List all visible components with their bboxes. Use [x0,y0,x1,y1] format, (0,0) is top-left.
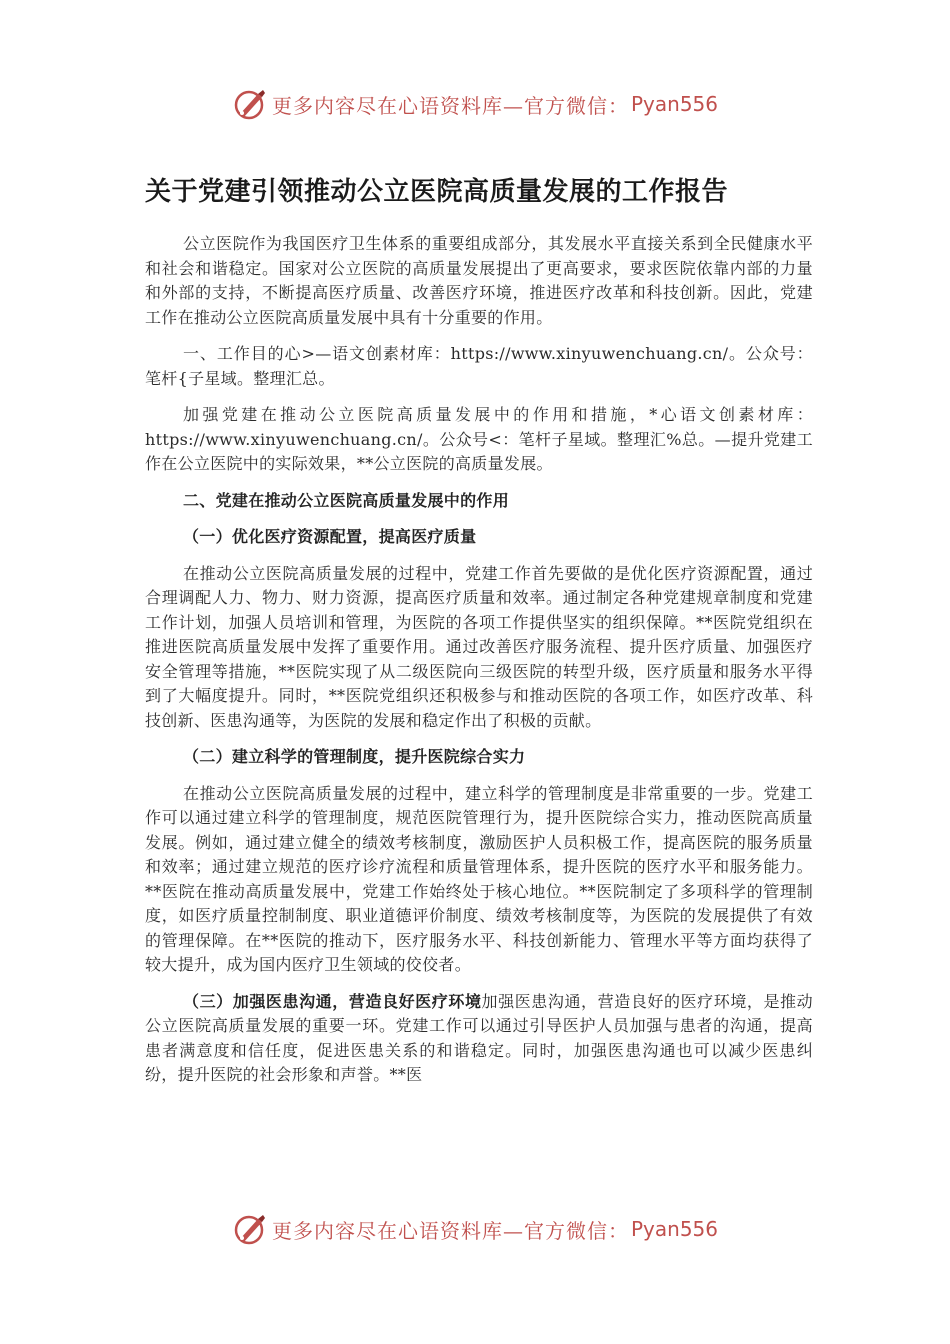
subsection-heading-2: （二）建立科学的管理制度，提升医院综合实力 [183,747,526,766]
paragraph-measures: 加强党建在推动公立医院高质量发展中的作用和措施，*心语文创素材库：https://www.xinyuwenchuang.cn/。公众号<：笔杆子星域。整理汇%总。—提升党建工作在公立医院中的实际效果，**公立医院的高质量发展。 [145,405,813,473]
banner-text: 更多内容尽在心语资料库—官方微信： [271,93,629,118]
section-heading-2: 二、党建在推动公立医院高质量发展中的作用 [183,490,510,510]
header-watermark-banner [0,84,950,124]
paragraph-management: 在推动公立医院高质量发展的过程中，建立科学的管理制度是非常重要的一步。党建工作可以通过建立科学的管理制度，规范医院管理行为，提升医院综合实力，推动医院高质量发展。例如，通过建立健全的绩效考核制度，激励医护人员积极工作，提高医院的服务质量和效率；通过建立规范的医疗诊疗流程和质量管理体系，提升医院的医疗水平和服务能力。**医院在推动高质量发展中，党建工作始终处于核心地位。**医院制定了多项科学的管理制度，如医疗质量控制制度、职业道德评价制度、绩效考核制度等，为医院的发展提供了有效的管理保障。在**医院的推动下，医疗服务水平、科技创新能力、管理水平等方面均获得了较大提升，成为国内医疗卫生领域的佼佼者。 [145,783,813,974]
banner-wechat-id: Pyan556 [630,1217,718,1241]
document-body [145,172,813,1100]
subsection-heading-3: （三）加强医患沟通，营造良好医疗环境 [183,991,482,1011]
paragraph-intro: 公立医院作为我国医疗卫生体系的重要组成部分，其发展水平直接关系到全民健康水平和社会和谐稳定。国家对公立医院的高质量发展提出了更高要求，要求医院依靠内部的力量和外部的支持，不断提高医疗质量、改善医疗环境，推进医疗改革和科技创新。因此，党建工作在推动公立医院高质量发展中具有十分重要的作用。 [145,234,813,327]
paragraph-section-1: 一、工作目的心>—语文创素材库：https://www.xinyuwenchuang.cn/。公众号：笔杆{子星域。整理汇总。 [145,344,813,388]
banner-text: 更多内容尽在心语资料库—官方微信： [271,1218,629,1243]
pen-logo-icon [232,86,268,122]
banner-wechat-id: Pyan556 [630,92,718,116]
document-title: 关于党建引领推动公立医院高质量发展的工作报告 [145,177,729,207]
subsection-heading-1: （一）优化医疗资源配置，提高医疗质量 [183,527,477,546]
footer-watermark-banner [0,1209,950,1249]
paragraph-communication-text: 加强医患沟通，营造良好的医疗环境，是推动公立医院高质量发展的重要一环。党建工作可以通过引导医护人员加强与患者的沟通，提高患者满意度和信任度，促进医患关系的和谐稳定。同时，加强医患沟通也可以减少医患纠纷，提升医院的社会形象和声誉。**医 [145,991,813,1084]
paragraph-communication [145,990,813,1088]
paragraph-resources: 在推动公立医院高质量发展的过程中，党建工作首先要做的是优化医疗资源配置，通过合理调配人力、物力、财力资源，提高医疗质量和效率。通过制定各种党建规章制度和党建工作计划，加强人员培训和管理，为医院的各项工作提供坚实的组织保障。**医院党组织在推进医院高质量发展中发挥了重要作用。通过改善医疗服务流程、提升医疗质量、加强医疗安全管理等措施，**医院实现了从二级医院向三级医院的转型升级，医疗质量和服务水平得到了大幅度提升。同时，**医院党组织还积极参与和推动医院的各项工作，如医疗改革、科技创新、医患沟通等，为医院的发展和稳定作出了积极的贡献。 [145,563,813,730]
pen-logo-icon [232,1211,268,1247]
